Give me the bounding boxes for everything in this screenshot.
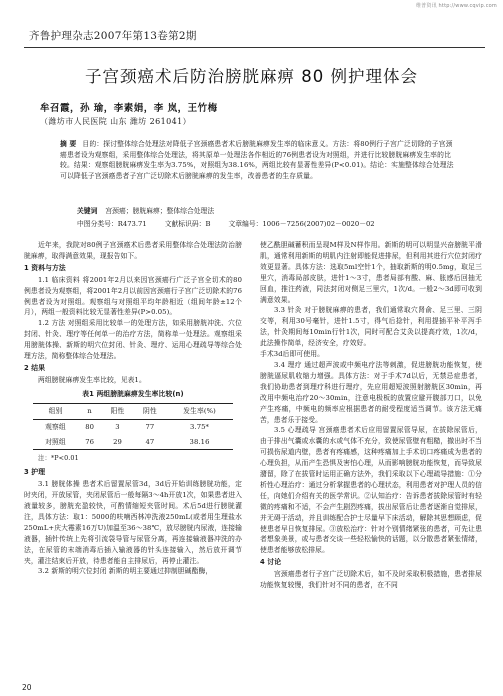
paragraph: 3.1 膀胱体操 患者术后留置尿管3d，3d后开始训练膀胱功能，定时夹闭，开放尿管，夹闭尿管后一般每隔3～4h开放1次，如果患者进入液量较多，膀胱充盈较快，可酌情缩短夹管时间。术后5d进行膀胱灌注，具体方法：取1：5000的呋喃西林冲洗液250mL(或者用生理盐水250mL+庆大霉素16万U)加温至36～38℃，放尽膀胱内尿液，连接输液器，插针传统上先将引流袋导管与尿管分离，再连接输液器冲洗的办法，在尿管的末端消毒后插入输液器的针头连接输入，然后放开调节夹，灌注结束后开放，待患者能自主排尿后，再停止灌注。	[24, 480, 242, 565]
paragraph: 1.1 临床资料 将2001年2月以来因宫颈癌行广泛子宫全切术的80例患者设为观察组，将2001年2月以前因宫颈癌行子宫广泛切除术的76例患者设为对照组。观察组与对照组平均年龄相近（组间年龄±12个月），两组一般资料比较无显著性差异(P>0.05)。	[24, 275, 242, 317]
paragraph: 3.3 针灸 对于膀胱麻痹的患者，我们通常取穴肾俞、足三里、三阴交等，利用30号毫针，进针1.5寸，得气后捻针，利用提插平补平泻手法，针灸期间每10min行针1次，同时可配合艾灸以提高疗效，1次/d，此法操作简单，经济安全，疗效好。	[260, 306, 482, 348]
paragraph: 3.2 新斯的明穴位封闭 新斯的明主要通过抑制胆碱酯酶，	[38, 567, 213, 576]
table-note: 注：*P<0.01	[38, 454, 79, 463]
abstract-text: 目的：探讨整体综合处理法对降低子宫颈癌患者术后膀胱麻痹发生率的临床意义。方法：将80例行子宫广泛切除的子宫颈癌患者设为观察组，采用整体综合处理法，将其原单一处理法各作相近的76例患者设为对照组，并进行比较膀胱麻痹发生率的比较。结果：观察组膀胱麻痹发生率为3.75%，对照组为38.16%，两组比较有显著性差异(P<0.01)。结论：实施整体综合处理法可以降低子宫颈癌患者子宫广泛切除术后膀胱麻痹的发生率，改善患者的生存质量。	[60, 140, 454, 180]
results-table	[33, 403, 233, 451]
header-rule	[24, 47, 485, 48]
column-header: 阳性	[110, 406, 125, 415]
keywords-label: 关键词	[77, 207, 98, 215]
abstract	[60, 139, 456, 181]
keywords	[77, 205, 214, 215]
section-heading: 1 资料与方法	[24, 263, 66, 272]
table-cell: 80	[85, 422, 95, 431]
paragraph: 两组膀胱麻痹发生率比较，见表1。	[38, 375, 146, 384]
table-caption: 表1 两组膀胱麻痹发生率比较(n)	[82, 389, 184, 398]
table-cell: 29	[113, 437, 122, 446]
paragraph: 手术3d后即可使用。	[260, 350, 325, 359]
column-header: 阴性	[142, 406, 157, 415]
table-cell: 对照组	[45, 437, 66, 446]
paragraph: 使乙酰胆碱蓄积而呈现M样及N样作用。新斯的明可以明显兴奋膀胱平滑肌，通常利用新斯的明肌内注射即能促进排尿，但利用其进行穴位封闭疗效更显著。具体方法：选取5ml空针1个，抽取新斯的明0.5mg，取足三里穴，消毒局部皮肤，进针1～3寸，患者局部有酸、麻、胀感后回抽无回血，推注药液，同法封闭对侧足三里穴，1次/d。一般2～3d即可收到满意效果。	[260, 241, 482, 304]
table-cell: 77	[145, 422, 155, 431]
table-cell: 观察组	[45, 422, 66, 431]
article-title: 子宫颈癌术后防治膀胱麻痹 80 例护理体会	[85, 67, 418, 86]
section-heading: 3 护理	[24, 468, 46, 477]
table-cell: 3	[115, 422, 120, 431]
table-cell: 38.16	[189, 437, 210, 446]
table-header-row	[33, 403, 233, 419]
table-cell: 3.75*	[190, 422, 210, 431]
body-left-column	[24, 240, 242, 577]
column-header: 组别	[48, 406, 63, 415]
table-cell: 47	[145, 437, 155, 446]
intro-paragraph: 近年来，我院对80例子宫颈癌术后患者采用整体综合处理法防治膀胱麻痹，取得满意效果，现报告如下。	[24, 241, 242, 260]
table-cell: 76	[85, 437, 95, 446]
column-header: n	[87, 406, 92, 415]
classification	[77, 218, 393, 228]
paragraph: 3.5 心理疏导 宫颈癌患者术后应用留置尿管导尿，在拔除尿管后，由于排出气囊或水囊的水或气体不充分，致使尿管壁有粗糙，撤出时不当可损伤尿道内壁，患者有疼痛感，这种疼痛加上手术切口疼痛成为患者的心理负担，从而产生恐惧及害怕心理，从而影响膀胱功能恢复，而导致尿潴留，除了在拔管时运用正确方法外，我们采取以下心理疏导措施：①分析性心理治疗：通过分析掌握患者的心理状态，利用患者对护理人员的信任，向她们介绍有关的医学常识。②认知治疗：告诉患者拔除尿管时有轻微的疼痛和不适，不会产生剧烈疼痛，拔出尿管后让患者逐渐自觉排尿，并无碍于活动，并且训练配合护士尽量早下床活动，解除其思想顾虑，促使患者早日恢复排尿。③放松治疗：针对个别情绪紧张的患者，可先让患者想象美景，或与患者交谈一些轻松愉快的话题，以分散患者紧张情绪，使患者能够放松排尿。	[260, 426, 482, 555]
paragraph: 1.2 方法 对照组采用比较单一的处理方法，如采用膀胱冲洗、穴位封闭、针灸、理疗等任何单一的治疗方法，简称单一处理法。观察组采用膀胱体操、新斯的明穴位封闭、针灸、理疗、运用心理疏导等综合处理方法，简称整体综合处理法。	[24, 319, 242, 361]
body-right-column	[260, 240, 482, 591]
watermark: 维普资讯 http://www.cqvip.com	[415, 3, 497, 9]
section-heading: 4 讨论	[260, 558, 282, 567]
section-heading: 2 结果	[24, 363, 46, 372]
article-number: 文章编号：1006－7256(2007)02－0020－02	[228, 220, 375, 228]
journal-header: 齐鲁护理杂志2007年第13卷第2期	[29, 30, 197, 42]
paragraph: 宫颈癌患者行子宫广泛切除术后，如不及时采取积极措施，患者排尿功能恢复较慢，我们针对不同的患者，在不同	[260, 570, 482, 590]
paragraph: 3.4 理疗 通过超声波或中频电疗法等刺激，促进膀胱功能恢复，使膀胱逼尿肌收缩力增强。具体方法：对于手术7d以后，无禁忌症患者，我们协助患者到理疗科进行理疗，先应用超短波照射膀胱区30min，再改用中频电治疗20～30min，注意电极板的放置应避开腹部刀口，以免产生疼痛，中频电的频率应根据患者的耐受程度适当调节。该方法无痛苦，患者乐于接受。	[260, 360, 482, 424]
abstract-label: 摘 要	[60, 140, 77, 148]
table-row	[33, 419, 233, 434]
table-row	[33, 435, 233, 450]
keywords-text: 宫颈癌；膀胱麻痹；整体综合处理法	[105, 207, 215, 215]
column-header: 发生率(%)	[183, 406, 216, 415]
document-code: 文献标识码：B	[164, 220, 211, 228]
authors: 牟召霞，孙 瑜，李素娟，李 岚，王竹梅	[40, 103, 218, 114]
affiliation: （潍坊市人民医院 山东 潍坊 261041）	[40, 117, 191, 126]
clc-number: 中图分类号：R473.71	[77, 220, 147, 228]
page-number: 20	[22, 683, 32, 692]
